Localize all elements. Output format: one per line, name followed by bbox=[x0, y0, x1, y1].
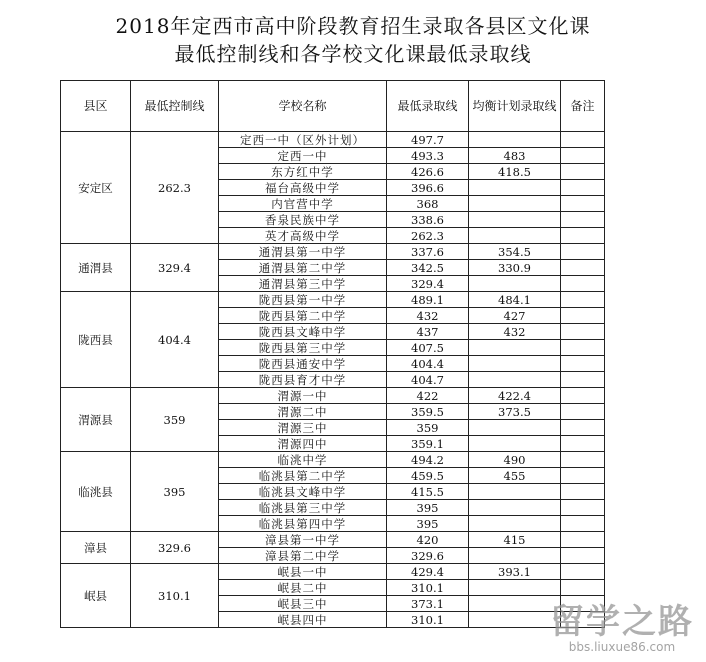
school-name-cell: 岷县二中 bbox=[219, 580, 387, 596]
table-body bbox=[61, 132, 605, 628]
school-name-cell: 临洮县文峰中学 bbox=[219, 484, 387, 500]
note-cell bbox=[561, 244, 605, 260]
document-title-line-1: 2018年定西市高中阶段教育招生录取各县区文化课 bbox=[115, 14, 591, 38]
plan-line-cell: 455 bbox=[469, 468, 561, 484]
note-cell bbox=[561, 436, 605, 452]
min-control-cell: 329.6 bbox=[131, 532, 219, 564]
table-row bbox=[61, 452, 605, 468]
min-admit-cell: 489.1 bbox=[387, 292, 469, 308]
school-name-cell: 内官营中学 bbox=[219, 196, 387, 212]
min-admit-cell: 437 bbox=[387, 324, 469, 340]
note-cell bbox=[561, 468, 605, 484]
min-admit-cell: 368 bbox=[387, 196, 469, 212]
header-county: 县区 bbox=[61, 81, 131, 132]
plan-line-cell: 427 bbox=[469, 308, 561, 324]
school-name-cell: 通渭县第二中学 bbox=[219, 260, 387, 276]
min-admit-cell: 262.3 bbox=[387, 228, 469, 244]
note-cell bbox=[561, 356, 605, 372]
school-name-cell: 通渭县第三中学 bbox=[219, 276, 387, 292]
min-admit-cell: 493.3 bbox=[387, 148, 469, 164]
plan-line-cell: 415 bbox=[469, 532, 561, 548]
plan-line-cell bbox=[469, 436, 561, 452]
plan-line-cell bbox=[469, 420, 561, 436]
plan-line-cell bbox=[469, 196, 561, 212]
school-name-cell: 临洮中学 bbox=[219, 452, 387, 468]
county-cell: 临洮县 bbox=[61, 452, 131, 532]
school-name-cell: 渭源四中 bbox=[219, 436, 387, 452]
min-admit-cell: 359.5 bbox=[387, 404, 469, 420]
note-cell bbox=[561, 484, 605, 500]
min-admit-cell: 310.1 bbox=[387, 580, 469, 596]
note-cell bbox=[561, 196, 605, 212]
plan-line-cell bbox=[469, 180, 561, 196]
min-admit-cell: 429.4 bbox=[387, 564, 469, 580]
school-name-cell: 漳县第一中学 bbox=[219, 532, 387, 548]
county-cell: 安定区 bbox=[61, 132, 131, 244]
school-name-cell: 渭源三中 bbox=[219, 420, 387, 436]
min-control-cell: 310.1 bbox=[131, 564, 219, 628]
county-cell: 渭源县 bbox=[61, 388, 131, 452]
note-cell bbox=[561, 404, 605, 420]
table-header-row bbox=[61, 81, 605, 132]
note-cell bbox=[561, 340, 605, 356]
document-title-line-2: 最低控制线和各学校文化课最低录取线 bbox=[174, 42, 532, 66]
school-name-cell: 英才高级中学 bbox=[219, 228, 387, 244]
school-name-cell: 渭源二中 bbox=[219, 404, 387, 420]
min-admit-cell: 404.4 bbox=[387, 356, 469, 372]
note-cell bbox=[561, 324, 605, 340]
county-cell: 漳县 bbox=[61, 532, 131, 564]
school-name-cell: 陇西县第二中学 bbox=[219, 308, 387, 324]
min-control-cell: 329.4 bbox=[131, 244, 219, 292]
min-admit-cell: 359 bbox=[387, 420, 469, 436]
plan-line-cell bbox=[469, 372, 561, 388]
min-admit-cell: 396.6 bbox=[387, 180, 469, 196]
plan-line-cell bbox=[469, 612, 561, 628]
school-name-cell: 福台高级中学 bbox=[219, 180, 387, 196]
note-cell bbox=[561, 516, 605, 532]
table-row bbox=[61, 532, 605, 548]
min-admit-cell: 395 bbox=[387, 516, 469, 532]
note-cell bbox=[561, 276, 605, 292]
plan-line-cell: 373.5 bbox=[469, 404, 561, 420]
table-row bbox=[61, 132, 605, 148]
note-cell bbox=[561, 132, 605, 148]
plan-line-cell bbox=[469, 212, 561, 228]
header-min-control: 最低控制线 bbox=[131, 81, 219, 132]
note-cell bbox=[561, 452, 605, 468]
plan-line-cell: 354.5 bbox=[469, 244, 561, 260]
table-row bbox=[61, 292, 605, 308]
school-name-cell: 临洮县第三中学 bbox=[219, 500, 387, 516]
min-admit-cell: 404.7 bbox=[387, 372, 469, 388]
note-cell bbox=[561, 532, 605, 548]
note-cell bbox=[561, 372, 605, 388]
min-admit-cell: 310.1 bbox=[387, 612, 469, 628]
school-name-cell: 香泉民族中学 bbox=[219, 212, 387, 228]
school-name-cell: 岷县一中 bbox=[219, 564, 387, 580]
plan-line-cell bbox=[469, 276, 561, 292]
plan-line-cell: 483 bbox=[469, 148, 561, 164]
school-name-cell: 定西一中 bbox=[219, 148, 387, 164]
min-admit-cell: 422 bbox=[387, 388, 469, 404]
min-control-cell: 262.3 bbox=[131, 132, 219, 244]
county-cell: 岷县 bbox=[61, 564, 131, 628]
min-admit-cell: 432 bbox=[387, 308, 469, 324]
note-cell bbox=[561, 388, 605, 404]
note-cell bbox=[561, 260, 605, 276]
school-name-cell: 岷县四中 bbox=[219, 612, 387, 628]
min-admit-cell: 426.6 bbox=[387, 164, 469, 180]
note-cell bbox=[561, 580, 605, 596]
min-admit-cell: 329.6 bbox=[387, 548, 469, 564]
min-admit-cell: 337.6 bbox=[387, 244, 469, 260]
plan-line-cell: 490 bbox=[469, 452, 561, 468]
plan-line-cell bbox=[469, 356, 561, 372]
plan-line-cell bbox=[469, 548, 561, 564]
min-admit-cell: 329.4 bbox=[387, 276, 469, 292]
plan-line-cell bbox=[469, 500, 561, 516]
min-admit-cell: 420 bbox=[387, 532, 469, 548]
header-note: 备注 bbox=[561, 81, 605, 132]
school-name-cell: 陇西县文峰中学 bbox=[219, 324, 387, 340]
min-admit-cell: 373.1 bbox=[387, 596, 469, 612]
min-control-cell: 359 bbox=[131, 388, 219, 452]
school-name-cell: 岷县三中 bbox=[219, 596, 387, 612]
min-admit-cell: 407.5 bbox=[387, 340, 469, 356]
admission-table bbox=[60, 80, 605, 628]
note-cell bbox=[561, 212, 605, 228]
header-school: 学校名称 bbox=[219, 81, 387, 132]
min-admit-cell: 459.5 bbox=[387, 468, 469, 484]
note-cell bbox=[561, 180, 605, 196]
school-name-cell: 陇西县第三中学 bbox=[219, 340, 387, 356]
min-control-cell: 404.4 bbox=[131, 292, 219, 388]
note-cell bbox=[561, 548, 605, 564]
min-admit-cell: 497.7 bbox=[387, 132, 469, 148]
school-name-cell: 陇西县第一中学 bbox=[219, 292, 387, 308]
plan-line-cell: 393.1 bbox=[469, 564, 561, 580]
header-plan-line: 均衡计划录取线 bbox=[469, 81, 561, 132]
table-row bbox=[61, 388, 605, 404]
note-cell bbox=[561, 420, 605, 436]
school-name-cell: 通渭县第一中学 bbox=[219, 244, 387, 260]
min-admit-cell: 359.1 bbox=[387, 436, 469, 452]
school-name-cell: 漳县第二中学 bbox=[219, 548, 387, 564]
plan-line-cell bbox=[469, 580, 561, 596]
plan-line-cell: 432 bbox=[469, 324, 561, 340]
note-cell bbox=[561, 308, 605, 324]
min-admit-cell: 494.2 bbox=[387, 452, 469, 468]
school-name-cell: 东方红中学 bbox=[219, 164, 387, 180]
plan-line-cell bbox=[469, 340, 561, 356]
table-row bbox=[61, 564, 605, 580]
note-cell bbox=[561, 500, 605, 516]
plan-line-cell bbox=[469, 516, 561, 532]
min-control-cell: 395 bbox=[131, 452, 219, 532]
plan-line-cell bbox=[469, 596, 561, 612]
county-cell: 通渭县 bbox=[61, 244, 131, 292]
plan-line-cell: 422.4 bbox=[469, 388, 561, 404]
watermark bbox=[550, 604, 694, 654]
note-cell bbox=[561, 292, 605, 308]
school-name-cell: 定西一中（区外计划） bbox=[219, 132, 387, 148]
min-admit-cell: 395 bbox=[387, 500, 469, 516]
county-cell: 陇西县 bbox=[61, 292, 131, 388]
school-name-cell: 临洮县第二中学 bbox=[219, 468, 387, 484]
header-min-admit: 最低录取线 bbox=[387, 81, 469, 132]
plan-line-cell: 330.9 bbox=[469, 260, 561, 276]
school-name-cell: 陇西县通安中学 bbox=[219, 356, 387, 372]
watermark-url: bbs.liuxue86.com bbox=[568, 640, 676, 654]
note-cell bbox=[561, 148, 605, 164]
plan-line-cell bbox=[469, 484, 561, 500]
min-admit-cell: 342.5 bbox=[387, 260, 469, 276]
school-name-cell: 临洮县第四中学 bbox=[219, 516, 387, 532]
min-admit-cell: 415.5 bbox=[387, 484, 469, 500]
note-cell bbox=[561, 564, 605, 580]
note-cell bbox=[561, 164, 605, 180]
table-row bbox=[61, 244, 605, 260]
plan-line-cell: 418.5 bbox=[469, 164, 561, 180]
school-name-cell: 渭源一中 bbox=[219, 388, 387, 404]
school-name-cell: 陇西县育才中学 bbox=[219, 372, 387, 388]
note-cell bbox=[561, 228, 605, 244]
watermark-logo: 留学之路 bbox=[550, 602, 694, 642]
min-admit-cell: 338.6 bbox=[387, 212, 469, 228]
plan-line-cell bbox=[469, 228, 561, 244]
plan-line-cell bbox=[469, 132, 561, 148]
plan-line-cell: 484.1 bbox=[469, 292, 561, 308]
